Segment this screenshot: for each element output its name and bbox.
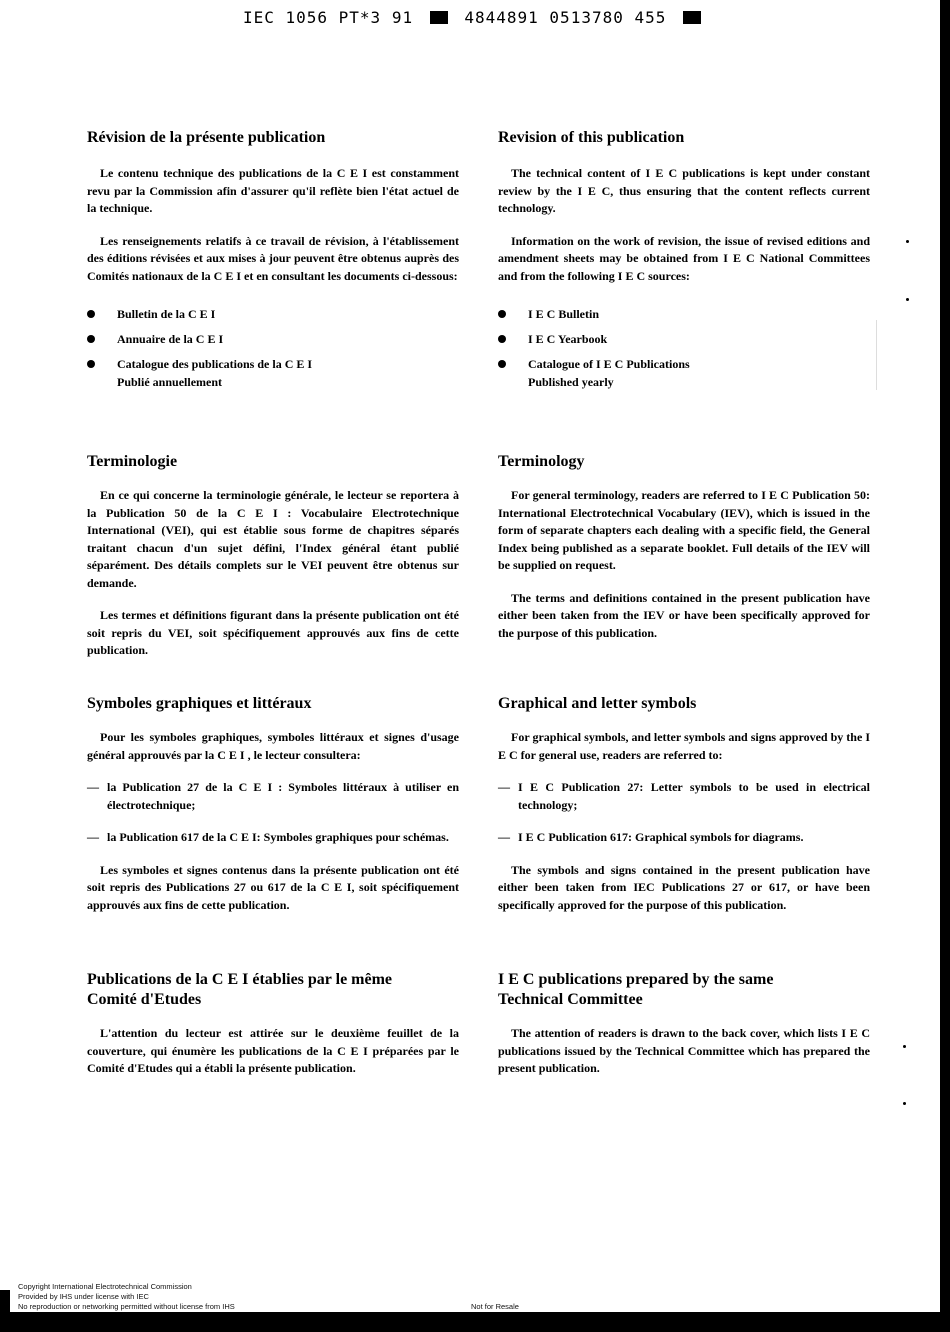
scan-border-left — [0, 1290, 10, 1332]
barcode-block — [430, 11, 448, 24]
code-right: 4844891 0513780 455 — [464, 8, 667, 27]
section-title: Symboles graphiques et littéraux — [87, 695, 312, 712]
paragraph: En ce qui concerne la terminologie générale, le lecteur se reportera à la Publication 50 de la C E I : Vocabulaire Electrotechnique International (VEI), qui est établie sous forme de chapitres séparés traitant chacun d'un sujet défini, l'Index général étant publié séparément. Des détails complets sur le VEI peuvent être obtenus sur demande. — [87, 488, 459, 590]
paragraph: Information on the work of revision, the issue of revised editions and amendment sheets may be obtained from I E C National Committees and from the following I E C sources: — [498, 233, 870, 283]
list-item-subtext: Publié annuellement — [117, 374, 223, 389]
section-title: Publications de la C E I établies par le même Comité d'Etudes — [87, 971, 393, 1008]
revision-section-en — [498, 128, 870, 399]
paragraph: The symbols and signs contained in the present publication have either been taken from IEC Publications 27 or 617, or have been specifically approved for the purpose of this publication. — [498, 862, 870, 912]
bullet-icon — [87, 335, 95, 343]
paragraph: Les termes et définitions figurant dans la présente publication ont été soit repris du VEI, soit spécifiquement approuvés aux fins de cette publication. — [87, 608, 459, 657]
bullet-icon — [498, 335, 506, 343]
section-title: I E C publications prepared by the same Technical Committee — [498, 971, 774, 1008]
committee-section-en — [498, 970, 870, 1078]
paragraph: The technical content of I E C publications is kept under constant review by the I E C, thus ensuring that the content reflects current technology. — [498, 166, 870, 215]
list-item: Annuaire de la C E I — [87, 331, 459, 349]
barcode-block — [683, 11, 701, 24]
list-item: I E C Yearbook — [498, 331, 870, 349]
list-item: Bulletin de la C E I — [87, 306, 459, 324]
section-title: Terminologie — [87, 453, 178, 470]
document-code-header — [0, 8, 950, 27]
bullet-icon — [87, 310, 95, 318]
list-item: — la Publication 617 de la C E I: Symboles graphiques pour schémas. — [87, 830, 449, 844]
list-item: Catalogue des publications de la C E I Publié annuellement — [87, 356, 459, 391]
committee-section-fr — [87, 970, 459, 1078]
scan-border-right — [940, 0, 950, 1332]
copyright-footer: Copyright International Electrotechnical Commission Provided by IHS under license with IEC No reproduction or networking permitted without license from IHS — [18, 1282, 235, 1311]
list-item: Catalogue of I E C Publications Published yearly — [498, 356, 870, 391]
terminology-section-en — [498, 452, 870, 642]
paragraph: For general terminology, readers are referred to I E C Publication 50: International Electrotechnical Vocabulary (IEV), which is issued in the form of separate chapters each dealing with a specific field, the General Index being published as a separate booklet. Full details of the IEV will be supplied on request. — [498, 488, 870, 572]
section-title: Graphical and letter symbols — [498, 695, 697, 712]
revision-section-fr — [87, 128, 459, 399]
list-item: I E C Bulletin — [498, 306, 870, 324]
list-item: — I E C Publication 617: Graphical symbols for diagrams. — [498, 830, 804, 844]
paragraph: Les renseignements relatifs à ce travail de révision, à l'établissement des éditions révisées et aux mises à jour peuvent être obtenus auprès des Comités nationaux de la C E I et en consultant les documents ci-dessous: — [87, 233, 459, 283]
bullet-icon — [498, 360, 506, 368]
source-list — [498, 306, 870, 391]
paragraph: Les symboles et signes contenus dans la présente publication ont été soit repris des Publications 27 ou 617 de la C E I, soit spécifiquement approuvés aux fins de cette publication. — [87, 862, 459, 912]
paragraph: The terms and definitions contained in the present publication have either been taken from the IEV or have been specifically approved for the purpose of this publication. — [498, 590, 870, 640]
paragraph: Pour les symboles graphiques, symboles littéraux et signes d'usage général approuvés par la C E I , le lecteur consultera: — [87, 730, 459, 762]
section-title: Revision of this publication — [498, 129, 685, 146]
scan-border-bottom — [0, 1312, 950, 1332]
scan-speck — [906, 298, 909, 301]
terminology-section-fr — [87, 452, 459, 660]
scan-speck — [903, 1045, 906, 1048]
list-item: — I E C Publication 27: Letter symbols to be used in electrical technology; — [498, 780, 870, 812]
source-list — [87, 306, 459, 391]
list-item-subtext: Published yearly — [528, 374, 614, 389]
scan-speck — [903, 1102, 906, 1105]
paragraph: L'attention du lecteur est attirée sur le deuxième feuillet de la couverture, qui énumère les publications de la C E I préparées par le Comité d'Etudes qui a établi la présente publication. — [87, 1026, 459, 1075]
symbols-section-fr — [87, 694, 459, 914]
section-title: Terminology — [498, 453, 585, 470]
list-item: — la Publication 27 de la C E I : Symboles littéraux à utiliser en électrotechnique; — [87, 780, 459, 812]
resale-notice: Not for Resale — [471, 1302, 519, 1311]
publication-list — [498, 779, 870, 847]
symbols-section-en — [498, 694, 870, 914]
publication-list — [87, 779, 459, 847]
bullet-icon — [87, 360, 95, 368]
section-title: Révision de la présente publication — [87, 129, 326, 146]
scan-mark — [876, 320, 877, 390]
paragraph: Le contenu technique des publications de la C E I est constamment revu par la Commission afin d'assurer qu'il reflète bien l'état actuel de la technique. — [87, 166, 459, 215]
scan-speck — [906, 240, 909, 243]
bullet-icon — [498, 310, 506, 318]
paragraph: The attention of readers is drawn to the back cover, which lists I E C publications issued by the Technical Committee which has prepared the present publication. — [498, 1026, 870, 1075]
code-left: IEC 1056 PT*3 91 — [242, 8, 414, 27]
paragraph: For graphical symbols, and letter symbols and signs approved by the I E C for general use, readers are referred to: — [498, 730, 870, 762]
